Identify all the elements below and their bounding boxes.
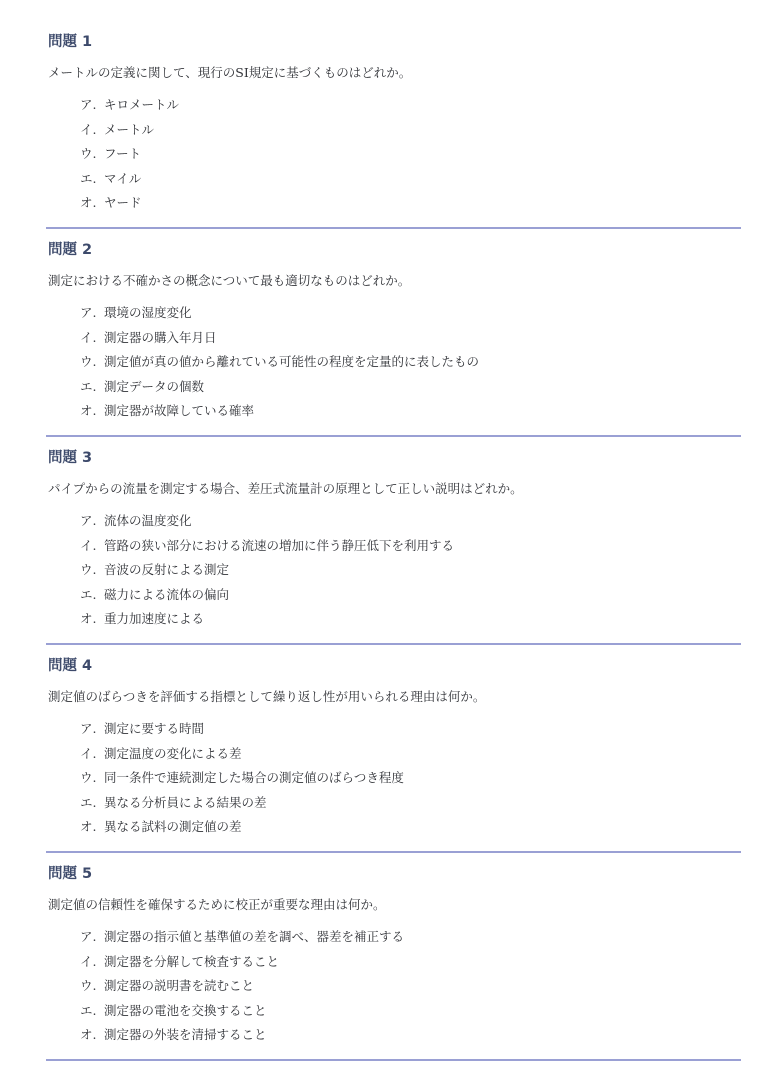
choice-text: ヤード xyxy=(104,195,142,210)
choice-item xyxy=(80,169,179,194)
choice-item xyxy=(80,120,179,145)
choice-item xyxy=(80,511,454,536)
choice-key: エ. xyxy=(80,586,97,602)
choice-text: 測定に要する時間 xyxy=(104,721,205,736)
choice-key: エ. xyxy=(80,170,97,186)
choice-item xyxy=(80,352,479,377)
choice-key: イ. xyxy=(80,953,97,969)
question-1 xyxy=(46,32,741,240)
question-title: 問題 2 xyxy=(48,242,93,258)
choice-key: エ. xyxy=(80,1002,97,1018)
choice-text: 測定器が故障している確率 xyxy=(104,403,255,418)
choice-text: 測定器の外装を清掃すること xyxy=(104,1027,267,1042)
choice-item xyxy=(80,793,404,818)
choice-key: ア. xyxy=(80,513,97,528)
choice-text: 流体の温度変化 xyxy=(104,513,192,528)
choice-item xyxy=(80,303,479,328)
choice-item xyxy=(80,193,179,218)
choice-key: オ. xyxy=(80,611,97,626)
choice-item xyxy=(80,536,454,561)
choice-item xyxy=(80,719,404,744)
section-divider xyxy=(46,227,741,229)
choice-key: ウ. xyxy=(80,978,97,993)
choice-list xyxy=(80,719,404,842)
choice-item xyxy=(80,144,179,169)
choice-key: イ. xyxy=(80,121,97,137)
question-5 xyxy=(46,864,741,1072)
choice-key: ア. xyxy=(80,929,97,944)
choice-list xyxy=(80,303,479,426)
choice-text: フート xyxy=(104,146,142,161)
choice-text: 測定器の説明書を読むこと xyxy=(104,978,255,993)
choice-key: ウ. xyxy=(80,146,97,161)
choice-list xyxy=(80,927,404,1050)
choice-item xyxy=(80,609,454,634)
choice-item xyxy=(80,768,404,793)
choice-key: イ. xyxy=(80,329,97,345)
choice-key: オ. xyxy=(80,403,97,418)
choice-item xyxy=(80,377,479,402)
choice-text: 異なる試料の測定値の差 xyxy=(104,819,242,834)
section-divider xyxy=(46,851,741,853)
choice-key: ア. xyxy=(80,305,97,320)
question-title: 問題 4 xyxy=(48,658,93,674)
choice-item xyxy=(80,560,454,585)
choice-text: 測定温度の変化による差 xyxy=(104,745,242,761)
choice-text: メートル xyxy=(104,121,155,137)
question-title: 問題 1 xyxy=(48,34,93,50)
choice-key: エ. xyxy=(80,794,97,810)
question-text: メートルの定義に関して、現行のSI規定に基づくものはどれか。 xyxy=(48,65,412,80)
choice-key: イ. xyxy=(80,537,97,553)
section-divider xyxy=(46,435,741,437)
choice-key: オ. xyxy=(80,1027,97,1042)
question-text: 測定値の信頼性を確保するために校正が重要な理由は何か。 xyxy=(48,897,386,912)
choice-item xyxy=(80,95,179,120)
choice-text: マイル xyxy=(104,170,142,186)
question-title: 問題 3 xyxy=(48,450,93,466)
choice-text: キロメートル xyxy=(104,97,180,112)
choice-key: オ. xyxy=(80,195,97,210)
choice-key: ア. xyxy=(80,721,97,736)
choice-text: 環境の湿度変化 xyxy=(104,305,192,320)
choice-list xyxy=(80,95,179,218)
choice-key: オ. xyxy=(80,819,97,834)
choice-text: 重力加速度による xyxy=(104,611,205,626)
choice-item xyxy=(80,817,404,842)
choice-key: ウ. xyxy=(80,562,97,577)
choice-key: ウ. xyxy=(80,354,97,369)
choice-key: ウ. xyxy=(80,770,97,785)
choice-text: 同一条件で連続測定した場合の測定値のばらつき程度 xyxy=(104,770,404,785)
choice-item xyxy=(80,1025,404,1050)
choice-text: 測定器の電池を交換すること xyxy=(104,1002,267,1018)
choice-text: 測定器の指示値と基準値の差を調べ、器差を補正する xyxy=(104,929,405,944)
choice-text: 音波の反射による測定 xyxy=(104,562,230,577)
question-title: 問題 5 xyxy=(48,866,93,882)
choice-key: イ. xyxy=(80,745,97,761)
choice-text: 測定器を分解して検査すること xyxy=(104,953,280,969)
section-divider xyxy=(46,1059,741,1061)
choice-text: 測定器の購入年月日 xyxy=(104,329,217,345)
choice-text: 異なる分析員による結果の差 xyxy=(104,794,267,810)
section-divider xyxy=(46,643,741,645)
question-2 xyxy=(46,240,741,448)
choice-item xyxy=(80,952,404,977)
choice-item xyxy=(80,328,479,353)
question-text: パイプからの流量を測定する場合、差圧式流量計の原理として正しい説明はどれか。 xyxy=(48,481,523,496)
question-4 xyxy=(46,656,741,864)
choice-text: 磁力による流体の偏向 xyxy=(104,586,230,602)
question-text: 測定値のばらつきを評価する指標として繰り返し性が用いられる理由は何か。 xyxy=(48,689,486,704)
choice-item xyxy=(80,744,404,769)
choice-item xyxy=(80,401,479,426)
choice-item xyxy=(80,1001,404,1026)
question-text: 測定における不確かさの概念について最も適切なものはどれか。 xyxy=(48,273,411,288)
choice-item xyxy=(80,927,404,952)
choice-key: ア. xyxy=(80,97,97,112)
choice-text: 測定データの個数 xyxy=(104,378,205,394)
choice-text: 測定値が真の値から離れている可能性の程度を定量的に表したもの xyxy=(104,354,480,369)
choice-key: エ. xyxy=(80,378,97,394)
choice-item xyxy=(80,585,454,610)
choice-list xyxy=(80,511,454,634)
question-3 xyxy=(46,448,741,656)
choice-text: 管路の狭い部分における流速の増加に伴う静圧低下を利用する xyxy=(104,537,455,553)
choice-item xyxy=(80,976,404,1001)
